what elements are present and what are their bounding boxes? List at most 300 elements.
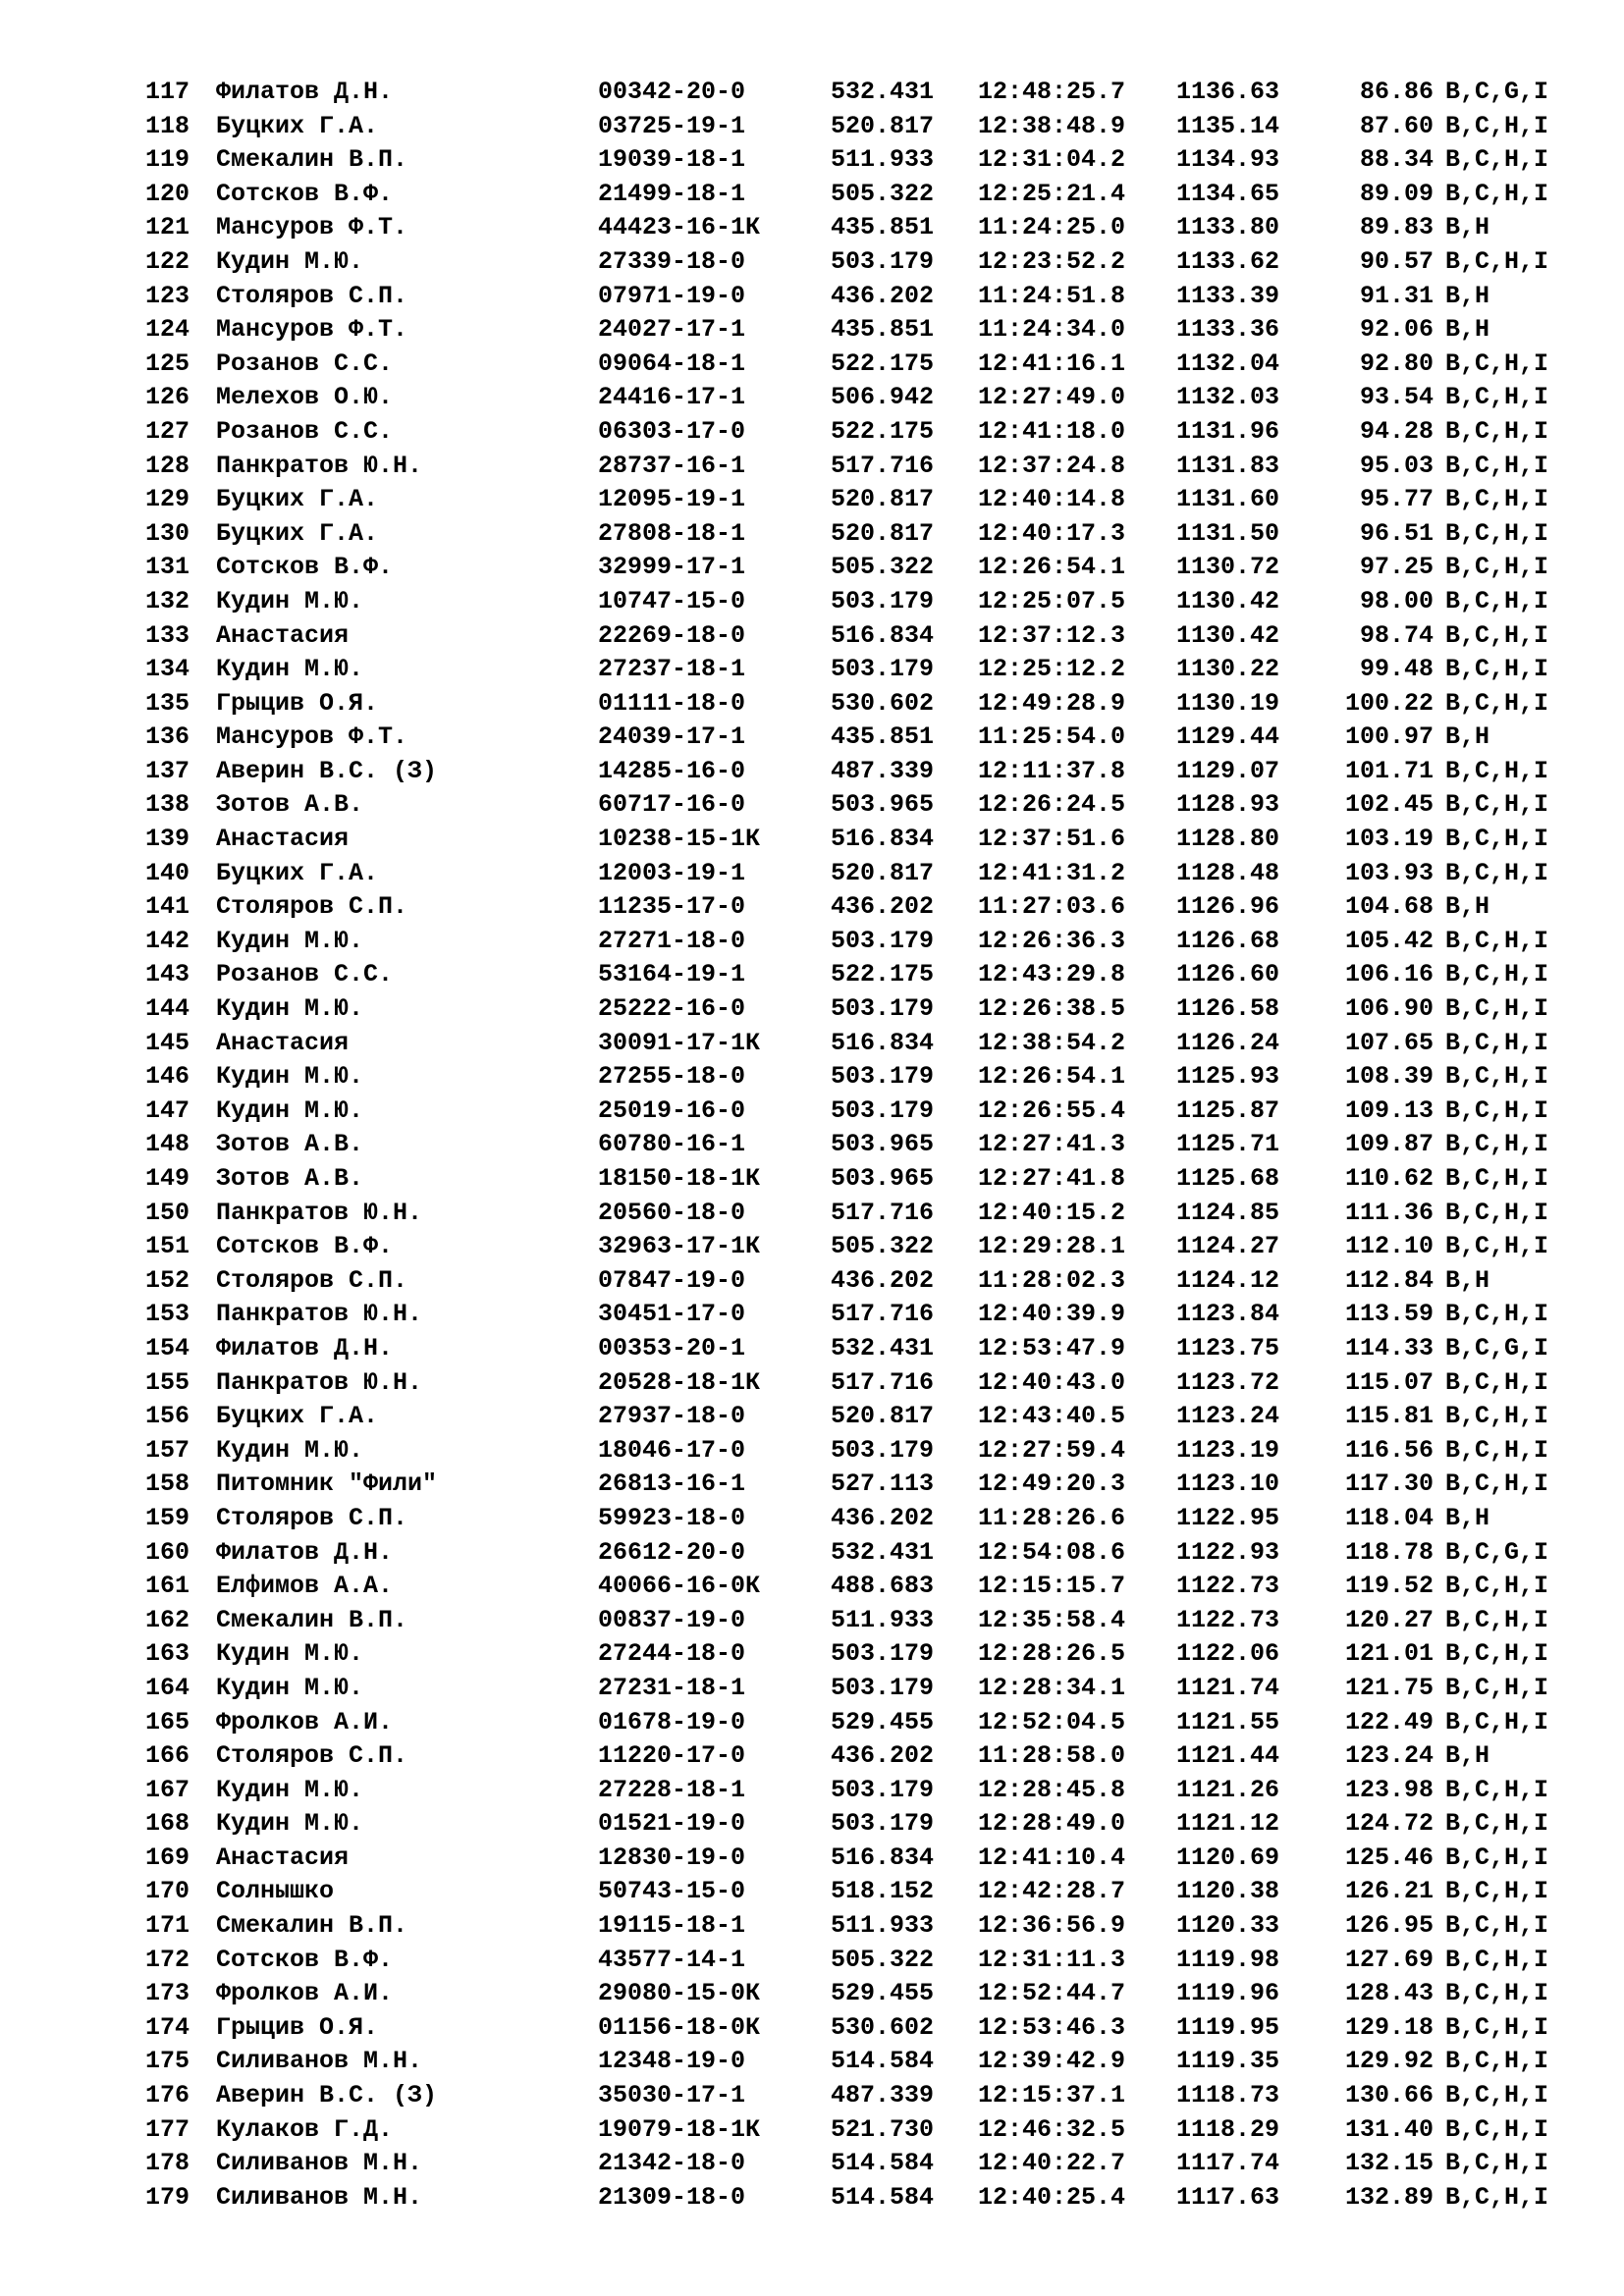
table-row <box>145 1366 1579 1401</box>
table-row <box>145 1739 1579 1774</box>
distance: 517.716 <box>831 1367 935 1397</box>
arrival-time: 12:28:49.0 <box>978 1809 1126 1839</box>
arrival-time: 12:40:17.3 <box>978 518 1126 548</box>
categories: B,C,H,I <box>1445 2012 1549 2042</box>
table-row <box>145 1807 1579 1842</box>
speed: 1130.72 <box>1176 553 1280 582</box>
distance: 517.716 <box>831 1198 935 1227</box>
arrival-time: 12:37:12.3 <box>978 620 1126 650</box>
speed: 1120.33 <box>1176 1911 1280 1941</box>
place-number: 118 <box>145 111 190 140</box>
table-row <box>145 1536 1579 1571</box>
distance: 503.179 <box>831 1673 935 1702</box>
speed: 1134.93 <box>1176 145 1280 175</box>
speed: 1126.24 <box>1176 1028 1280 1057</box>
coefficient: 126.21 <box>1344 1877 1434 1906</box>
fancier-name: Сотсков В.Ф. <box>216 1232 394 1261</box>
distance: 516.834 <box>831 620 935 650</box>
categories: B,H <box>1445 1503 1490 1532</box>
coefficient: 114.33 <box>1344 1333 1434 1362</box>
place-number: 154 <box>145 1333 190 1362</box>
distance: 503.179 <box>831 586 935 615</box>
arrival-time: 12:25:21.4 <box>978 179 1126 208</box>
categories: B,C,H,I <box>1445 553 1549 582</box>
coefficient: 92.06 <box>1359 315 1434 345</box>
arrival-time: 11:28:02.3 <box>978 1265 1126 1295</box>
ring-number: 00837-19-0 <box>598 1605 746 1634</box>
ring-number: 21342-18-0 <box>598 2149 746 2178</box>
categories: B,C,H,I <box>1445 1639 1549 1669</box>
speed: 1133.39 <box>1176 281 1280 310</box>
distance: 487.339 <box>831 2081 935 2110</box>
arrival-time: 12:15:15.7 <box>978 1572 1126 1601</box>
table-row <box>145 2181 1579 2216</box>
place-number: 177 <box>145 2114 190 2144</box>
ring-number: 24039-17-1 <box>598 722 746 752</box>
distance: 530.602 <box>831 688 935 718</box>
categories: B,C,H,I <box>1445 1095 1549 1125</box>
fancier-name: Смекалин В.П. <box>216 145 408 175</box>
coefficient: 119.52 <box>1344 1572 1434 1601</box>
place-number: 163 <box>145 1639 190 1669</box>
table-row <box>145 653 1579 687</box>
table-row <box>145 1944 1579 1978</box>
speed: 1129.07 <box>1176 756 1280 785</box>
speed: 1117.74 <box>1176 2149 1280 2178</box>
fancier-name: Анастасия <box>216 825 350 854</box>
place-number: 133 <box>145 620 190 650</box>
categories: B,C,H,I <box>1445 485 1549 514</box>
categories: B,C,H,I <box>1445 1911 1549 1941</box>
place-number: 132 <box>145 586 190 615</box>
distance: 527.113 <box>831 1469 935 1499</box>
distance: 503.965 <box>831 790 935 820</box>
fancier-name: Зотов А.В. <box>216 790 364 820</box>
ring-number: 28737-16-1 <box>598 451 746 480</box>
table-row <box>145 211 1579 245</box>
ring-number: 27255-18-0 <box>598 1062 746 1092</box>
table-row <box>145 1875 1579 1909</box>
ring-number: 01678-19-0 <box>598 1707 746 1736</box>
coefficient: 106.16 <box>1344 960 1434 989</box>
categories: B,C,H,I <box>1445 825 1549 854</box>
arrival-time: 12:49:20.3 <box>978 1469 1126 1499</box>
distance: 503.965 <box>831 1164 935 1193</box>
speed: 1126.68 <box>1176 926 1280 955</box>
distance: 520.817 <box>831 111 935 140</box>
arrival-time: 12:40:15.2 <box>978 1198 1126 1227</box>
ring-number: 27228-18-1 <box>598 1775 746 1804</box>
distance: 511.933 <box>831 1605 935 1634</box>
categories: B,C,H,I <box>1445 2114 1549 2144</box>
arrival-time: 11:24:34.0 <box>978 315 1126 345</box>
coefficient: 102.45 <box>1344 790 1434 820</box>
place-number: 178 <box>145 2149 190 2178</box>
speed: 1133.80 <box>1176 213 1280 242</box>
speed: 1119.35 <box>1176 2047 1280 2076</box>
fancier-name: Кудин М.Ю. <box>216 246 364 276</box>
distance: 514.584 <box>831 2182 935 2212</box>
fancier-name: Силиванов М.Н. <box>216 2047 423 2076</box>
speed: 1125.87 <box>1176 1095 1280 1125</box>
table-row <box>145 1264 1579 1299</box>
place-number: 175 <box>145 2047 190 2076</box>
categories: B,C,H,I <box>1445 1707 1549 1736</box>
speed: 1121.74 <box>1176 1673 1280 1702</box>
fancier-name: Кудин М.Ю. <box>216 1673 364 1702</box>
categories: B,C,H,I <box>1445 960 1549 989</box>
distance: 520.817 <box>831 858 935 887</box>
place-number: 155 <box>145 1367 190 1397</box>
place-number: 160 <box>145 1537 190 1567</box>
arrival-time: 12:27:49.0 <box>978 383 1126 412</box>
categories: B,C,H,I <box>1445 2047 1549 2076</box>
distance: 503.179 <box>831 246 935 276</box>
coefficient: 109.13 <box>1344 1095 1434 1125</box>
fancier-name: Кудин М.Ю. <box>216 1809 364 1839</box>
ring-number: 00342-20-0 <box>598 78 746 106</box>
table-row <box>145 245 1579 280</box>
fancier-name: Кудин М.Ю. <box>216 655 364 684</box>
categories: B,C,H,I <box>1445 1945 1549 1974</box>
speed: 1131.50 <box>1176 518 1280 548</box>
speed: 1123.72 <box>1176 1367 1280 1397</box>
fancier-name: Кудин М.Ю. <box>216 1062 364 1092</box>
distance: 503.179 <box>831 994 935 1024</box>
coefficient: 115.81 <box>1344 1402 1434 1431</box>
fancier-name: Столяров С.П. <box>216 1741 408 1771</box>
distance: 511.933 <box>831 145 935 175</box>
ring-number: 12095-19-1 <box>598 485 746 514</box>
distance: 503.179 <box>831 1639 935 1669</box>
table-row <box>145 1400 1579 1434</box>
coefficient: 103.93 <box>1344 858 1434 887</box>
fancier-name: Питомник "Фили" <box>216 1469 438 1499</box>
speed: 1118.73 <box>1176 2081 1280 2110</box>
fancier-name: Столяров С.П. <box>216 1265 408 1295</box>
distance: 503.179 <box>831 1062 935 1092</box>
arrival-time: 12:42:28.7 <box>978 1877 1126 1906</box>
place-number: 143 <box>145 960 190 989</box>
coefficient: 100.97 <box>1344 722 1434 752</box>
categories: B,C,H,I <box>1445 1062 1549 1092</box>
coefficient: 108.39 <box>1344 1062 1434 1092</box>
ring-number: 00353-20-1 <box>598 1333 746 1362</box>
arrival-time: 12:53:47.9 <box>978 1333 1126 1362</box>
fancier-name: Столяров С.П. <box>216 1503 408 1532</box>
categories: B,C,H,I <box>1445 1028 1549 1057</box>
table-row <box>145 788 1579 823</box>
categories: B,C,H,I <box>1445 586 1549 615</box>
categories: B,C,H,I <box>1445 790 1549 820</box>
speed: 1131.83 <box>1176 451 1280 480</box>
speed: 1120.69 <box>1176 1842 1280 1872</box>
coefficient: 89.83 <box>1359 213 1434 242</box>
place-number: 179 <box>145 2182 190 2212</box>
distance: 517.716 <box>831 1300 935 1329</box>
arrival-time: 12:38:54.2 <box>978 1028 1126 1057</box>
speed: 1132.04 <box>1176 348 1280 378</box>
ring-number: 12003-19-1 <box>598 858 746 887</box>
fancier-name: Сотсков В.Ф. <box>216 179 394 208</box>
distance: 518.152 <box>831 1877 935 1906</box>
distance: 503.179 <box>831 926 935 955</box>
categories: B,C,H,I <box>1445 1979 1549 2008</box>
arrival-time: 12:31:04.2 <box>978 145 1126 175</box>
place-number: 136 <box>145 722 190 752</box>
place-number: 117 <box>145 78 190 106</box>
arrival-time: 12:26:54.1 <box>978 553 1126 582</box>
coefficient: 128.43 <box>1344 1979 1434 2008</box>
table-row <box>145 143 1579 178</box>
ring-number: 11235-17-0 <box>598 892 746 922</box>
ring-number: 29080-15-0К <box>598 1979 761 2008</box>
ring-number: 07847-19-0 <box>598 1265 746 1295</box>
categories: B,C,H,I <box>1445 111 1549 140</box>
arrival-time: 12:23:52.2 <box>978 246 1126 276</box>
place-number: 139 <box>145 825 190 854</box>
coefficient: 130.66 <box>1344 2081 1434 2110</box>
place-number: 172 <box>145 1945 190 1974</box>
place-number: 129 <box>145 485 190 514</box>
arrival-time: 12:27:59.4 <box>978 1435 1126 1465</box>
categories: B,C,H,I <box>1445 451 1549 480</box>
ring-number: 25222-16-0 <box>598 994 746 1024</box>
arrival-time: 12:40:22.7 <box>978 2149 1126 2178</box>
speed: 1122.93 <box>1176 1537 1280 1567</box>
fancier-name: Кудин М.Ю. <box>216 926 364 955</box>
coefficient: 96.51 <box>1359 518 1434 548</box>
fancier-name: Розанов С.С. <box>216 416 394 446</box>
table-row <box>145 1434 1579 1468</box>
table-row <box>145 450 1579 484</box>
fancier-name: Мелехов О.Ю. <box>216 383 394 412</box>
categories: B,C,H,I <box>1445 1842 1549 1872</box>
place-number: 134 <box>145 655 190 684</box>
table-row <box>145 1604 1579 1638</box>
fancier-name: Зотов А.В. <box>216 1130 364 1159</box>
table-row <box>145 2113 1579 2148</box>
categories: B,C,H,I <box>1445 858 1549 887</box>
table-row <box>145 1197 1579 1231</box>
arrival-time: 12:49:28.9 <box>978 688 1126 718</box>
distance: 505.322 <box>831 1232 935 1261</box>
speed: 1134.65 <box>1176 179 1280 208</box>
speed: 1124.85 <box>1176 1198 1280 1227</box>
categories: B,H <box>1445 1741 1490 1771</box>
fancier-name: Силиванов М.Н. <box>216 2149 423 2178</box>
ring-number: 53164-19-1 <box>598 960 746 989</box>
ring-number: 32963-17-1К <box>598 1232 761 1261</box>
results-rows <box>145 76 1579 2215</box>
coefficient: 118.04 <box>1344 1503 1434 1532</box>
coefficient: 124.72 <box>1344 1809 1434 1839</box>
place-number: 124 <box>145 315 190 345</box>
arrival-time: 12:26:54.1 <box>978 1062 1126 1092</box>
distance: 522.175 <box>831 416 935 446</box>
distance: 436.202 <box>831 892 935 922</box>
table-row <box>145 1332 1579 1366</box>
ring-number: 07971-19-0 <box>598 281 746 310</box>
fancier-name: Кудин М.Ю. <box>216 586 364 615</box>
place-number: 174 <box>145 2012 190 2042</box>
categories: B,C,H,I <box>1445 1877 1549 1906</box>
fancier-name: Розанов С.С. <box>216 348 394 378</box>
speed: 1126.58 <box>1176 994 1280 1024</box>
coefficient: 103.19 <box>1344 825 1434 854</box>
table-row <box>145 857 1579 891</box>
arrival-time: 12:41:31.2 <box>978 858 1126 887</box>
ring-number: 26612-20-0 <box>598 1537 746 1567</box>
fancier-name: Филатов Д.Н. <box>216 78 394 106</box>
place-number: 169 <box>145 1842 190 1872</box>
place-number: 122 <box>145 246 190 276</box>
arrival-time: 12:26:24.5 <box>978 790 1126 820</box>
speed: 1120.38 <box>1176 1877 1280 1906</box>
place-number: 130 <box>145 518 190 548</box>
distance: 529.455 <box>831 1707 935 1736</box>
place-number: 158 <box>145 1469 190 1499</box>
ring-number: 32999-17-1 <box>598 553 746 582</box>
coefficient: 131.40 <box>1344 2114 1434 2144</box>
table-row <box>145 890 1579 925</box>
distance: 516.834 <box>831 825 935 854</box>
speed: 1135.14 <box>1176 111 1280 140</box>
distance: 532.431 <box>831 1333 935 1362</box>
arrival-time: 12:27:41.3 <box>978 1130 1126 1159</box>
categories: B,C,H,I <box>1445 1198 1549 1227</box>
speed: 1128.80 <box>1176 825 1280 854</box>
fancier-name: Буцких Г.А. <box>216 485 379 514</box>
categories: B,H <box>1445 213 1490 242</box>
table-row <box>145 517 1579 552</box>
ring-number: 35030-17-1 <box>598 2081 746 2110</box>
ring-number: 27271-18-0 <box>598 926 746 955</box>
coefficient: 129.18 <box>1344 2012 1434 2042</box>
fancier-name: Столяров С.П. <box>216 281 408 310</box>
table-row <box>145 110 1579 144</box>
results-table <box>145 76 1579 2215</box>
categories: B,C,H,I <box>1445 620 1549 650</box>
coefficient: 89.09 <box>1359 179 1434 208</box>
place-number: 148 <box>145 1130 190 1159</box>
coefficient: 123.24 <box>1344 1741 1434 1771</box>
coefficient: 101.71 <box>1344 756 1434 785</box>
coefficient: 99.48 <box>1359 655 1434 684</box>
categories: B,C,G,I <box>1445 1333 1549 1362</box>
distance: 435.851 <box>831 213 935 242</box>
speed: 1124.12 <box>1176 1265 1280 1295</box>
distance: 503.179 <box>831 1095 935 1125</box>
distance: 521.730 <box>831 2114 935 2144</box>
fancier-name: Кудин М.Ю. <box>216 1095 364 1125</box>
table-row <box>145 755 1579 789</box>
coefficient: 129.92 <box>1344 2047 1434 2076</box>
speed: 1122.73 <box>1176 1572 1280 1601</box>
fancier-name: Анастасия <box>216 1842 350 1872</box>
place-number: 144 <box>145 994 190 1024</box>
table-row <box>145 483 1579 517</box>
categories: B,C,H,I <box>1445 1572 1549 1601</box>
table-row <box>145 1706 1579 1740</box>
speed: 1126.96 <box>1176 892 1280 922</box>
speed: 1123.19 <box>1176 1435 1280 1465</box>
categories: B,C,H,I <box>1445 1232 1549 1261</box>
coefficient: 104.68 <box>1344 892 1434 922</box>
ring-number: 09064-18-1 <box>598 348 746 378</box>
speed: 1118.29 <box>1176 2114 1280 2144</box>
place-number: 146 <box>145 1062 190 1092</box>
categories: B,C,H,I <box>1445 2081 1549 2110</box>
table-row <box>145 1162 1579 1197</box>
arrival-time: 12:41:16.1 <box>978 348 1126 378</box>
table-row <box>145 1298 1579 1332</box>
ring-number: 24027-17-1 <box>598 315 746 345</box>
place-number: 135 <box>145 688 190 718</box>
table-row <box>145 2079 1579 2113</box>
speed: 1121.12 <box>1176 1809 1280 1839</box>
arrival-time: 12:43:29.8 <box>978 960 1126 989</box>
table-row <box>145 551 1579 585</box>
table-row <box>145 721 1579 755</box>
table-row <box>145 958 1579 992</box>
speed: 1130.22 <box>1176 655 1280 684</box>
fancier-name: Филатов Д.Н. <box>216 1333 394 1362</box>
coefficient: 121.75 <box>1344 1673 1434 1702</box>
fancier-name: Фролков А.И. <box>216 1707 394 1736</box>
ring-number: 44423-16-1К <box>598 213 761 242</box>
arrival-time: 12:54:08.6 <box>978 1537 1126 1567</box>
table-row <box>145 1027 1579 1061</box>
distance: 520.817 <box>831 518 935 548</box>
speed: 1123.84 <box>1176 1300 1280 1329</box>
categories: B,C,H,I <box>1445 1673 1549 1702</box>
coefficient: 123.98 <box>1344 1775 1434 1804</box>
categories: B,C,H,I <box>1445 1367 1549 1397</box>
ring-number: 30451-17-0 <box>598 1300 746 1329</box>
speed: 1119.96 <box>1176 1979 1280 2008</box>
distance: 532.431 <box>831 78 935 106</box>
distance: 435.851 <box>831 315 935 345</box>
fancier-name: Мансуров Ф.Т. <box>216 315 408 345</box>
coefficient: 94.28 <box>1359 416 1434 446</box>
table-row <box>145 1909 1579 1944</box>
speed: 1117.63 <box>1176 2182 1280 2212</box>
distance: 503.179 <box>831 655 935 684</box>
ring-number: 27237-18-1 <box>598 655 746 684</box>
fancier-name: Кудин М.Ю. <box>216 994 364 1024</box>
categories: B,C,H,I <box>1445 1300 1549 1329</box>
place-number: 152 <box>145 1265 190 1295</box>
ring-number: 18150-18-1К <box>598 1164 761 1193</box>
ring-number: 19039-18-1 <box>598 145 746 175</box>
categories: B,C,H,I <box>1445 518 1549 548</box>
arrival-time: 12:26:36.3 <box>978 926 1126 955</box>
categories: B,C,H,I <box>1445 246 1549 276</box>
categories: B,C,H,I <box>1445 179 1549 208</box>
arrival-time: 12:41:10.4 <box>978 1842 1126 1872</box>
coefficient: 90.57 <box>1359 246 1434 276</box>
place-number: 147 <box>145 1095 190 1125</box>
place-number: 171 <box>145 1911 190 1941</box>
fancier-name: Сотсков В.Ф. <box>216 1945 394 1974</box>
coefficient: 121.01 <box>1344 1639 1434 1669</box>
place-number: 131 <box>145 553 190 582</box>
ring-number: 27231-18-1 <box>598 1673 746 1702</box>
fancier-name: Панкратов Ю.Н. <box>216 1367 423 1397</box>
table-row <box>145 585 1579 619</box>
fancier-name: Панкратов Ю.Н. <box>216 1198 423 1227</box>
